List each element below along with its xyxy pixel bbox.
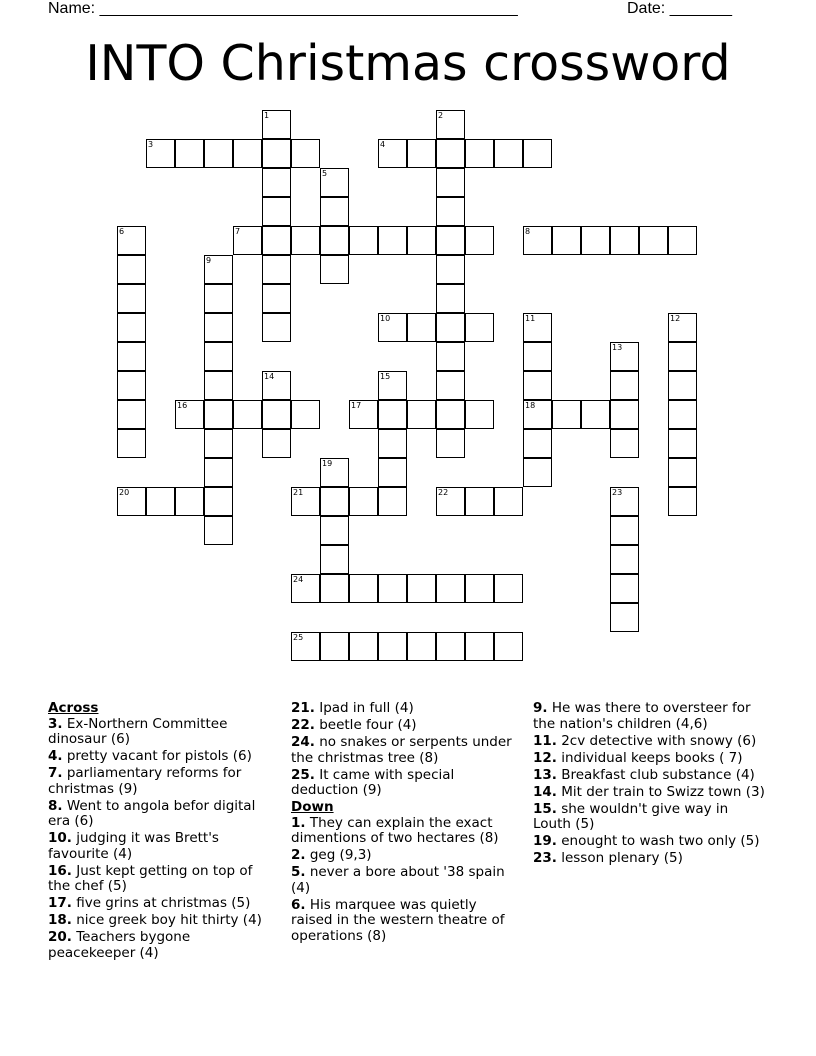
grid-cell[interactable]	[117, 487, 146, 516]
down-clue-list-continued	[533, 701, 768, 868]
grid-cell[interactable]	[668, 313, 697, 342]
clues-column-1	[48, 701, 273, 963]
grid-cell[interactable]	[610, 429, 639, 458]
grid-cell[interactable]	[610, 545, 639, 574]
grid-cell[interactable]	[378, 226, 407, 255]
grid-cell[interactable]	[349, 574, 378, 603]
clue-text: He was there to oversteer for the nation's children (4,6)	[533, 700, 751, 732]
clue-text: lesson plenary (5)	[556, 850, 683, 866]
grid-cell[interactable]	[610, 574, 639, 603]
grid-cell[interactable]	[465, 226, 494, 255]
clue-number: 19.	[533, 833, 557, 849]
across-clue	[291, 768, 521, 799]
down-clue	[291, 898, 521, 945]
grid-cell[interactable]	[320, 458, 349, 487]
clue-text: never a bore about '38 spain (4)	[291, 864, 505, 896]
grid-cell[interactable]	[320, 574, 349, 603]
grid-cell[interactable]	[204, 516, 233, 545]
clue-number: 20	[119, 488, 130, 497]
grid-cell[interactable]	[407, 632, 436, 661]
grid-cell[interactable]	[117, 255, 146, 284]
clue-number: 7	[235, 227, 241, 236]
grid-cell[interactable]	[465, 574, 494, 603]
across-clue	[48, 930, 273, 961]
grid-cell[interactable]	[436, 255, 465, 284]
across-clue	[48, 831, 273, 862]
grid-cell[interactable]	[378, 139, 407, 168]
grid-cell[interactable]	[117, 371, 146, 400]
grid-cell[interactable]	[523, 313, 552, 342]
grid-cell[interactable]	[349, 487, 378, 516]
clue-number: 17.	[48, 895, 72, 911]
grid-cell[interactable]	[378, 487, 407, 516]
clue-text: Just kept getting on top of the chef (5)	[48, 862, 253, 894]
grid-cell[interactable]	[436, 632, 465, 661]
grid-cell[interactable]	[668, 429, 697, 458]
clue-number: 10.	[48, 830, 72, 846]
grid-cell[interactable]	[291, 226, 320, 255]
clue-number: 14	[264, 372, 275, 381]
clue-text: geg (9,3)	[305, 847, 372, 863]
clue-number: 11	[525, 314, 536, 323]
grid-cell[interactable]	[146, 139, 175, 168]
across-clue	[291, 735, 521, 766]
clue-text: beetle four (4)	[314, 717, 417, 733]
clue-text: parliamentary reforms for christmas (9)	[48, 765, 242, 797]
clue-number: 6.	[291, 896, 306, 913]
clue-number: 14.	[533, 783, 557, 800]
clue-number: 15.	[533, 800, 557, 817]
grid-cell[interactable]	[291, 487, 320, 516]
clue-text: Mit der train to Swizz town (3)	[556, 783, 765, 800]
grid-cell[interactable]	[436, 313, 465, 342]
clue-number: 9.	[533, 700, 548, 716]
clue-number: 3.	[48, 715, 63, 732]
grid-cell[interactable]	[349, 226, 378, 255]
grid-cell[interactable]	[349, 400, 378, 429]
grid-cell[interactable]	[262, 371, 291, 400]
grid-cell[interactable]	[262, 139, 291, 168]
grid-cell[interactable]	[233, 400, 262, 429]
grid-cell[interactable]	[378, 458, 407, 487]
grid-cell[interactable]	[610, 342, 639, 371]
clue-number: 7.	[48, 765, 63, 781]
grid-cell[interactable]	[262, 429, 291, 458]
down-clue	[533, 785, 768, 801]
grid-cell[interactable]	[668, 226, 697, 255]
grid-cell[interactable]	[291, 574, 320, 603]
grid-cell[interactable]	[494, 632, 523, 661]
grid-cell[interactable]	[378, 429, 407, 458]
clue-number: 11.	[533, 732, 557, 749]
grid-cell[interactable]	[552, 400, 581, 429]
grid-cell[interactable]	[262, 197, 291, 226]
grid-cell[interactable]	[291, 632, 320, 661]
grid-cell[interactable]	[668, 487, 697, 516]
grid-cell[interactable]	[320, 632, 349, 661]
grid-cell[interactable]	[291, 139, 320, 168]
down-clue	[533, 851, 768, 867]
grid-cell[interactable]	[320, 545, 349, 574]
grid-cell[interactable]	[436, 574, 465, 603]
grid-cell[interactable]	[204, 429, 233, 458]
clue-number: 25.	[291, 766, 315, 783]
grid-cell[interactable]	[262, 226, 291, 255]
grid-cell[interactable]	[436, 197, 465, 226]
grid-cell[interactable]	[175, 487, 204, 516]
clues-column-3	[533, 701, 768, 868]
down-clue	[291, 865, 521, 896]
clue-number: 12.	[533, 749, 557, 766]
clue-text: His marquee was quietly raised in the western theatre of operations (8)	[291, 896, 505, 944]
across-heading: Across	[48, 700, 99, 716]
grid-cell[interactable]	[378, 371, 407, 400]
clue-number: 23	[612, 488, 623, 497]
clue-number: 24	[293, 575, 304, 584]
clue-text: no snakes or serpents under the christmas tree (8)	[291, 734, 512, 766]
clue-text: It came with special deduction (9)	[291, 766, 455, 798]
name-field[interactable]: Name: _______________________________________________	[48, 0, 518, 17]
grid-cell[interactable]	[436, 371, 465, 400]
clue-text: 2cv detective with snowy (6)	[556, 732, 757, 749]
across-clue	[48, 896, 273, 912]
grid-cell[interactable]	[204, 458, 233, 487]
grid-cell[interactable]	[117, 400, 146, 429]
grid-cell[interactable]	[494, 574, 523, 603]
clue-number: 1	[264, 111, 270, 120]
clue-text: individual keeps books ( 7)	[556, 749, 743, 766]
grid-cell[interactable]	[204, 139, 233, 168]
grid-cell[interactable]	[436, 226, 465, 255]
clue-number: 3	[148, 140, 154, 149]
grid-cell[interactable]	[320, 197, 349, 226]
grid-cell[interactable]	[668, 400, 697, 429]
grid-cell[interactable]	[233, 139, 262, 168]
down-clue	[291, 848, 521, 864]
grid-cell[interactable]	[610, 516, 639, 545]
clue-number: 15	[380, 372, 391, 381]
grid-cell[interactable]	[407, 400, 436, 429]
clue-number: 24.	[291, 734, 315, 750]
grid-cell[interactable]	[407, 139, 436, 168]
grid-cell[interactable]	[262, 313, 291, 342]
grid-cell[interactable]	[668, 371, 697, 400]
clue-number: 18	[525, 401, 536, 410]
clue-text: Breakfast club substance (4)	[556, 766, 755, 783]
grid-cell[interactable]	[204, 255, 233, 284]
grid-cell[interactable]	[175, 400, 204, 429]
clue-number: 19	[322, 459, 333, 468]
grid-cell[interactable]	[320, 226, 349, 255]
clue-number: 9	[206, 256, 212, 265]
grid-cell[interactable]	[523, 226, 552, 255]
down-clue	[533, 802, 768, 833]
grid-cell[interactable]	[117, 284, 146, 313]
clue-number: 17	[351, 401, 362, 410]
grid-cell[interactable]	[262, 110, 291, 139]
grid-cell[interactable]	[436, 429, 465, 458]
grid-cell[interactable]	[320, 168, 349, 197]
grid-cell[interactable]	[465, 487, 494, 516]
grid-cell[interactable]	[494, 139, 523, 168]
clue-number: 13.	[533, 766, 557, 783]
clue-text: Went to angola befor digital era (6)	[48, 797, 256, 829]
grid-cell[interactable]	[378, 313, 407, 342]
grid-cell[interactable]	[465, 400, 494, 429]
across-clue	[48, 717, 273, 748]
grid-cell[interactable]	[523, 429, 552, 458]
grid-cell[interactable]	[581, 226, 610, 255]
grid-cell[interactable]	[639, 226, 668, 255]
grid-cell[interactable]	[610, 603, 639, 632]
grid-cell[interactable]	[407, 313, 436, 342]
down-clue	[533, 834, 768, 850]
clues-column-2	[291, 701, 521, 946]
across-clue	[48, 766, 273, 797]
grid-cell[interactable]	[523, 371, 552, 400]
clue-number: 12	[670, 314, 681, 323]
down-clue	[533, 734, 768, 750]
grid-cell[interactable]	[117, 342, 146, 371]
page-title: INTO Christmas crossword	[85, 35, 731, 92]
down-clue	[533, 751, 768, 767]
grid-cell[interactable]	[117, 226, 146, 255]
clue-text: enought to wash two only (5)	[556, 833, 760, 849]
grid-cell[interactable]	[204, 284, 233, 313]
grid-cell[interactable]	[436, 284, 465, 313]
clue-text: Ex-Northern Committee dinosaur (6)	[48, 715, 228, 747]
across-clue	[291, 718, 521, 734]
clue-number: 4	[380, 140, 386, 149]
across-clue	[48, 864, 273, 895]
grid-cell[interactable]	[204, 487, 233, 516]
across-clue-list	[48, 717, 273, 963]
date-field[interactable]: Date: _______	[627, 0, 732, 17]
grid-cell[interactable]	[465, 139, 494, 168]
clue-number: 6	[119, 227, 125, 236]
grid-cell[interactable]	[349, 632, 378, 661]
down-heading: Down	[291, 799, 334, 815]
clue-number: 22	[438, 488, 449, 497]
clue-number: 2	[438, 111, 444, 120]
clue-number: 21.	[291, 700, 315, 716]
grid-cell[interactable]	[436, 400, 465, 429]
grid-cell[interactable]	[262, 400, 291, 429]
grid-cell[interactable]	[668, 458, 697, 487]
across-clue	[291, 701, 521, 717]
grid-cell[interactable]	[523, 458, 552, 487]
grid-cell[interactable]	[262, 168, 291, 197]
grid-cell[interactable]	[436, 110, 465, 139]
grid-cell[interactable]	[610, 226, 639, 255]
down-clue	[533, 701, 768, 732]
grid-cell[interactable]	[262, 255, 291, 284]
grid-cell[interactable]	[436, 168, 465, 197]
clue-number: 25	[293, 633, 304, 642]
grid-cell[interactable]	[378, 400, 407, 429]
grid-cell[interactable]	[523, 139, 552, 168]
clue-number: 5.	[291, 864, 306, 880]
grid-cell[interactable]	[117, 313, 146, 342]
grid-cell[interactable]	[262, 284, 291, 313]
across-clue	[48, 799, 273, 830]
grid-cell[interactable]	[436, 487, 465, 516]
grid-cell[interactable]	[320, 255, 349, 284]
down-clue	[291, 816, 521, 847]
grid-cell[interactable]	[436, 342, 465, 371]
grid-cell[interactable]	[233, 226, 262, 255]
clue-number: 18.	[48, 912, 72, 928]
clue-text: she wouldn't give way in Louth (5)	[533, 800, 729, 832]
clue-text: Ipad in full (4)	[314, 700, 414, 716]
down-clue	[533, 768, 768, 784]
grid-cell[interactable]	[407, 574, 436, 603]
grid-cell[interactable]	[378, 632, 407, 661]
grid-cell[interactable]	[291, 400, 320, 429]
grid-cell[interactable]	[378, 574, 407, 603]
grid-cell[interactable]	[581, 400, 610, 429]
grid-cell[interactable]	[668, 342, 697, 371]
clue-text: pretty vacant for pistols (6)	[62, 748, 252, 764]
grid-cell[interactable]	[465, 313, 494, 342]
grid-cell[interactable]	[465, 632, 494, 661]
grid-cell[interactable]	[610, 400, 639, 429]
clue-text: nice greek boy hit thirty (4)	[71, 912, 262, 928]
clue-number: 8.	[48, 797, 63, 814]
grid-cell[interactable]	[175, 139, 204, 168]
grid-cell[interactable]	[204, 400, 233, 429]
grid-cell[interactable]	[494, 487, 523, 516]
grid-cell[interactable]	[552, 226, 581, 255]
grid-cell[interactable]	[407, 226, 436, 255]
clue-text: judging it was Brett's favourite (4)	[48, 830, 219, 862]
across-clue-list-continued	[291, 701, 521, 800]
grid-cell[interactable]	[523, 400, 552, 429]
clue-number: 8	[525, 227, 531, 236]
grid-cell[interactable]	[204, 342, 233, 371]
clue-number: 16	[177, 401, 188, 410]
grid-cell[interactable]	[320, 516, 349, 545]
clue-number: 5	[322, 169, 328, 178]
clue-number: 13	[612, 343, 623, 352]
grid-cell[interactable]	[117, 429, 146, 458]
clue-number: 20.	[48, 929, 72, 945]
across-clue	[48, 749, 273, 765]
clue-text: They can explain the exact dimentions of two hectares (8)	[291, 814, 499, 846]
grid-cell[interactable]	[523, 342, 552, 371]
grid-cell[interactable]	[610, 487, 639, 516]
clue-number: 23.	[533, 850, 557, 866]
clue-text: Teachers bygone peacekeeper (4)	[48, 929, 191, 961]
grid-cell[interactable]	[146, 487, 175, 516]
clue-number: 4.	[48, 748, 63, 764]
clue-text: five grins at christmas (5)	[71, 895, 251, 911]
grid-cell[interactable]	[436, 139, 465, 168]
grid-cell[interactable]	[204, 313, 233, 342]
clue-number: 16.	[48, 862, 72, 879]
clue-number: 21	[293, 488, 304, 497]
down-clue-list	[291, 816, 521, 946]
clue-number: 2.	[291, 847, 306, 863]
grid-cell[interactable]	[204, 371, 233, 400]
clue-number: 10	[380, 314, 391, 323]
clue-number: 22.	[291, 717, 315, 733]
across-clue	[48, 913, 273, 929]
grid-cell[interactable]	[320, 487, 349, 516]
clue-number: 1.	[291, 814, 306, 831]
grid-cell[interactable]	[610, 371, 639, 400]
